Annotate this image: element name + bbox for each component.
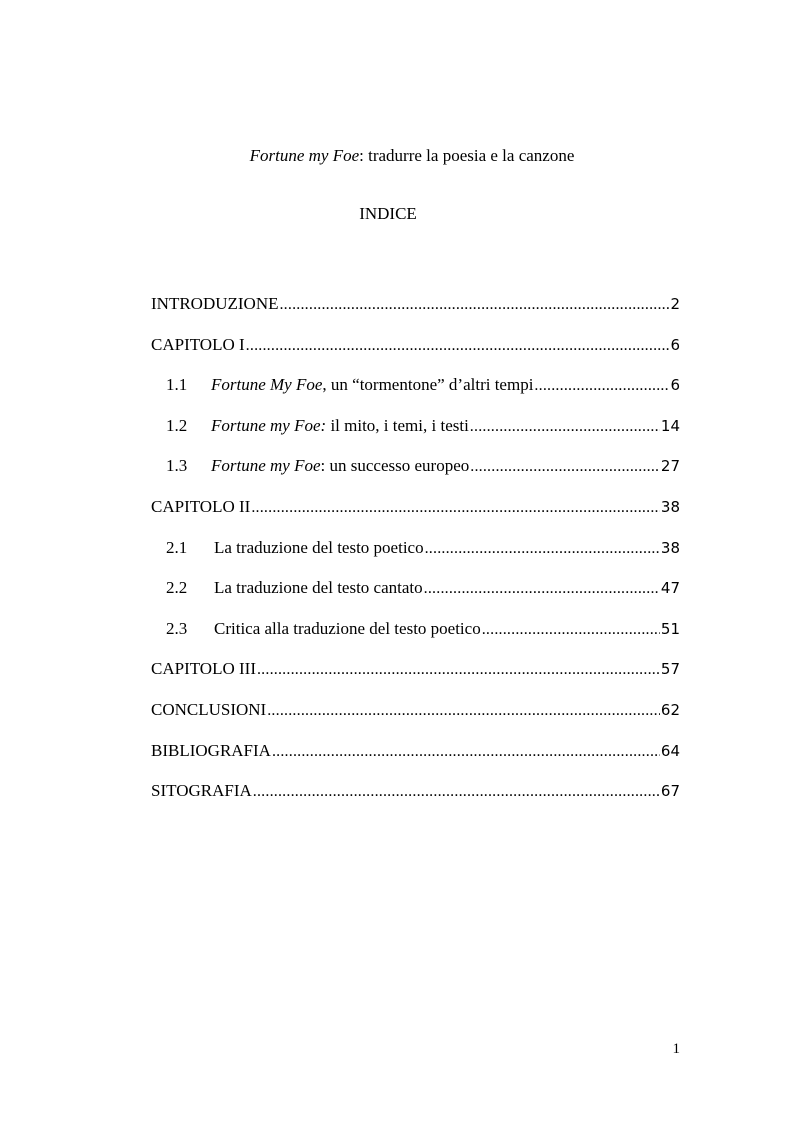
toc-entry-label: La traduzione del testo poetico bbox=[214, 537, 424, 557]
toc-entry-capitolo-3[interactable] bbox=[151, 659, 680, 700]
toc-entry-bibliografia[interactable] bbox=[151, 741, 680, 782]
toc-leader-dots bbox=[534, 377, 669, 395]
toc-entry-label: CAPITOLO III bbox=[151, 659, 256, 679]
toc-entry-label bbox=[211, 456, 469, 476]
toc-entry-page: 6 bbox=[670, 335, 680, 354]
toc-leader-dots bbox=[272, 743, 660, 761]
toc-entry-label: La traduzione del testo cantato bbox=[214, 578, 423, 598]
toc-leader-dots bbox=[425, 540, 660, 558]
toc-entry-page: 64 bbox=[660, 741, 680, 760]
title-rest: : tradurre la poesia e la canzone bbox=[359, 146, 575, 165]
toc-entry-text: : un successo europeo bbox=[320, 456, 470, 476]
toc-entry-number: 1.2 bbox=[166, 415, 188, 435]
toc-leader-dots bbox=[470, 458, 660, 476]
toc-entry-page: 2 bbox=[670, 295, 680, 313]
toc-entry-page: 38 bbox=[660, 497, 680, 516]
toc-entry-label: CAPITOLO II bbox=[151, 496, 251, 516]
toc-entry-italic: Fortune my Foe bbox=[211, 456, 321, 476]
toc-entry-number: 1.3 bbox=[166, 456, 188, 476]
toc-leader-dots bbox=[267, 702, 660, 720]
toc-entry-number: 2.3 bbox=[166, 618, 188, 638]
toc-entry-label: CAPITOLO I bbox=[151, 334, 245, 354]
toc-leader-dots bbox=[253, 783, 660, 801]
toc-entry-2-2[interactable] bbox=[151, 578, 680, 619]
toc-leader-dots bbox=[257, 661, 660, 679]
toc-entry-label: SITOGRAFIA bbox=[151, 781, 252, 801]
toc-leader-dots bbox=[246, 337, 670, 355]
toc-entry-number: 2.1 bbox=[166, 537, 188, 557]
toc-entry-conclusioni[interactable] bbox=[151, 700, 680, 741]
toc-entry-1-2[interactable] bbox=[151, 416, 680, 457]
toc-entry-label bbox=[211, 375, 533, 395]
toc-leader-dots bbox=[279, 296, 669, 314]
toc-entry-page: 38 bbox=[660, 538, 680, 557]
toc-entry-page: 57 bbox=[660, 660, 680, 679]
toc-entry-text: , un “tormentone” d’altri tempi bbox=[322, 375, 534, 395]
toc-entry-1-1[interactable] bbox=[151, 375, 680, 416]
toc-leader-dots bbox=[424, 580, 660, 598]
toc-entry-number: 1.1 bbox=[166, 375, 188, 395]
toc-entry-page: 14 bbox=[660, 416, 680, 435]
toc-entry-label bbox=[211, 416, 469, 436]
toc-entry-sitografia[interactable] bbox=[151, 781, 680, 822]
toc-entry-text: il mito, i temi, i testi bbox=[326, 415, 469, 435]
table-of-contents bbox=[151, 294, 680, 822]
toc-entry-label: INTRODUZIONE bbox=[151, 294, 279, 313]
page-number: 1 bbox=[672, 1041, 680, 1057]
title-italic: Fortune my Foe bbox=[249, 146, 360, 165]
toc-entry-page: 67 bbox=[660, 782, 680, 801]
document-title bbox=[0, 146, 794, 166]
toc-entry-italic: Fortune My Foe bbox=[211, 375, 323, 395]
toc-entry-page: 6 bbox=[670, 376, 680, 395]
toc-entry-2-3[interactable] bbox=[151, 619, 680, 660]
toc-entry-1-3[interactable] bbox=[151, 456, 680, 497]
toc-entry-page: 51 bbox=[660, 619, 680, 638]
toc-entry-capitolo-1[interactable] bbox=[151, 335, 680, 376]
toc-entry-number: 2.2 bbox=[166, 578, 188, 598]
toc-entry-capitolo-2[interactable] bbox=[151, 497, 680, 538]
toc-entry-2-1[interactable] bbox=[151, 538, 680, 579]
toc-leader-dots bbox=[470, 418, 660, 436]
toc-entry-introduzione[interactable] bbox=[151, 294, 680, 335]
toc-entry-label: CONCLUSIONI bbox=[151, 699, 267, 719]
toc-entry-page: 62 bbox=[660, 700, 680, 719]
toc-entry-page: 47 bbox=[660, 579, 680, 598]
index-heading: INDICE bbox=[359, 204, 417, 223]
toc-entry-label: Critica alla traduzione del testo poetico bbox=[214, 618, 481, 638]
toc-entry-label: BIBLIOGRAFIA bbox=[151, 740, 271, 760]
toc-leader-dots bbox=[482, 621, 660, 639]
toc-leader-dots bbox=[251, 499, 660, 517]
toc-entry-italic: Fortune my Foe: bbox=[211, 415, 327, 435]
toc-entry-page: 27 bbox=[660, 457, 680, 476]
